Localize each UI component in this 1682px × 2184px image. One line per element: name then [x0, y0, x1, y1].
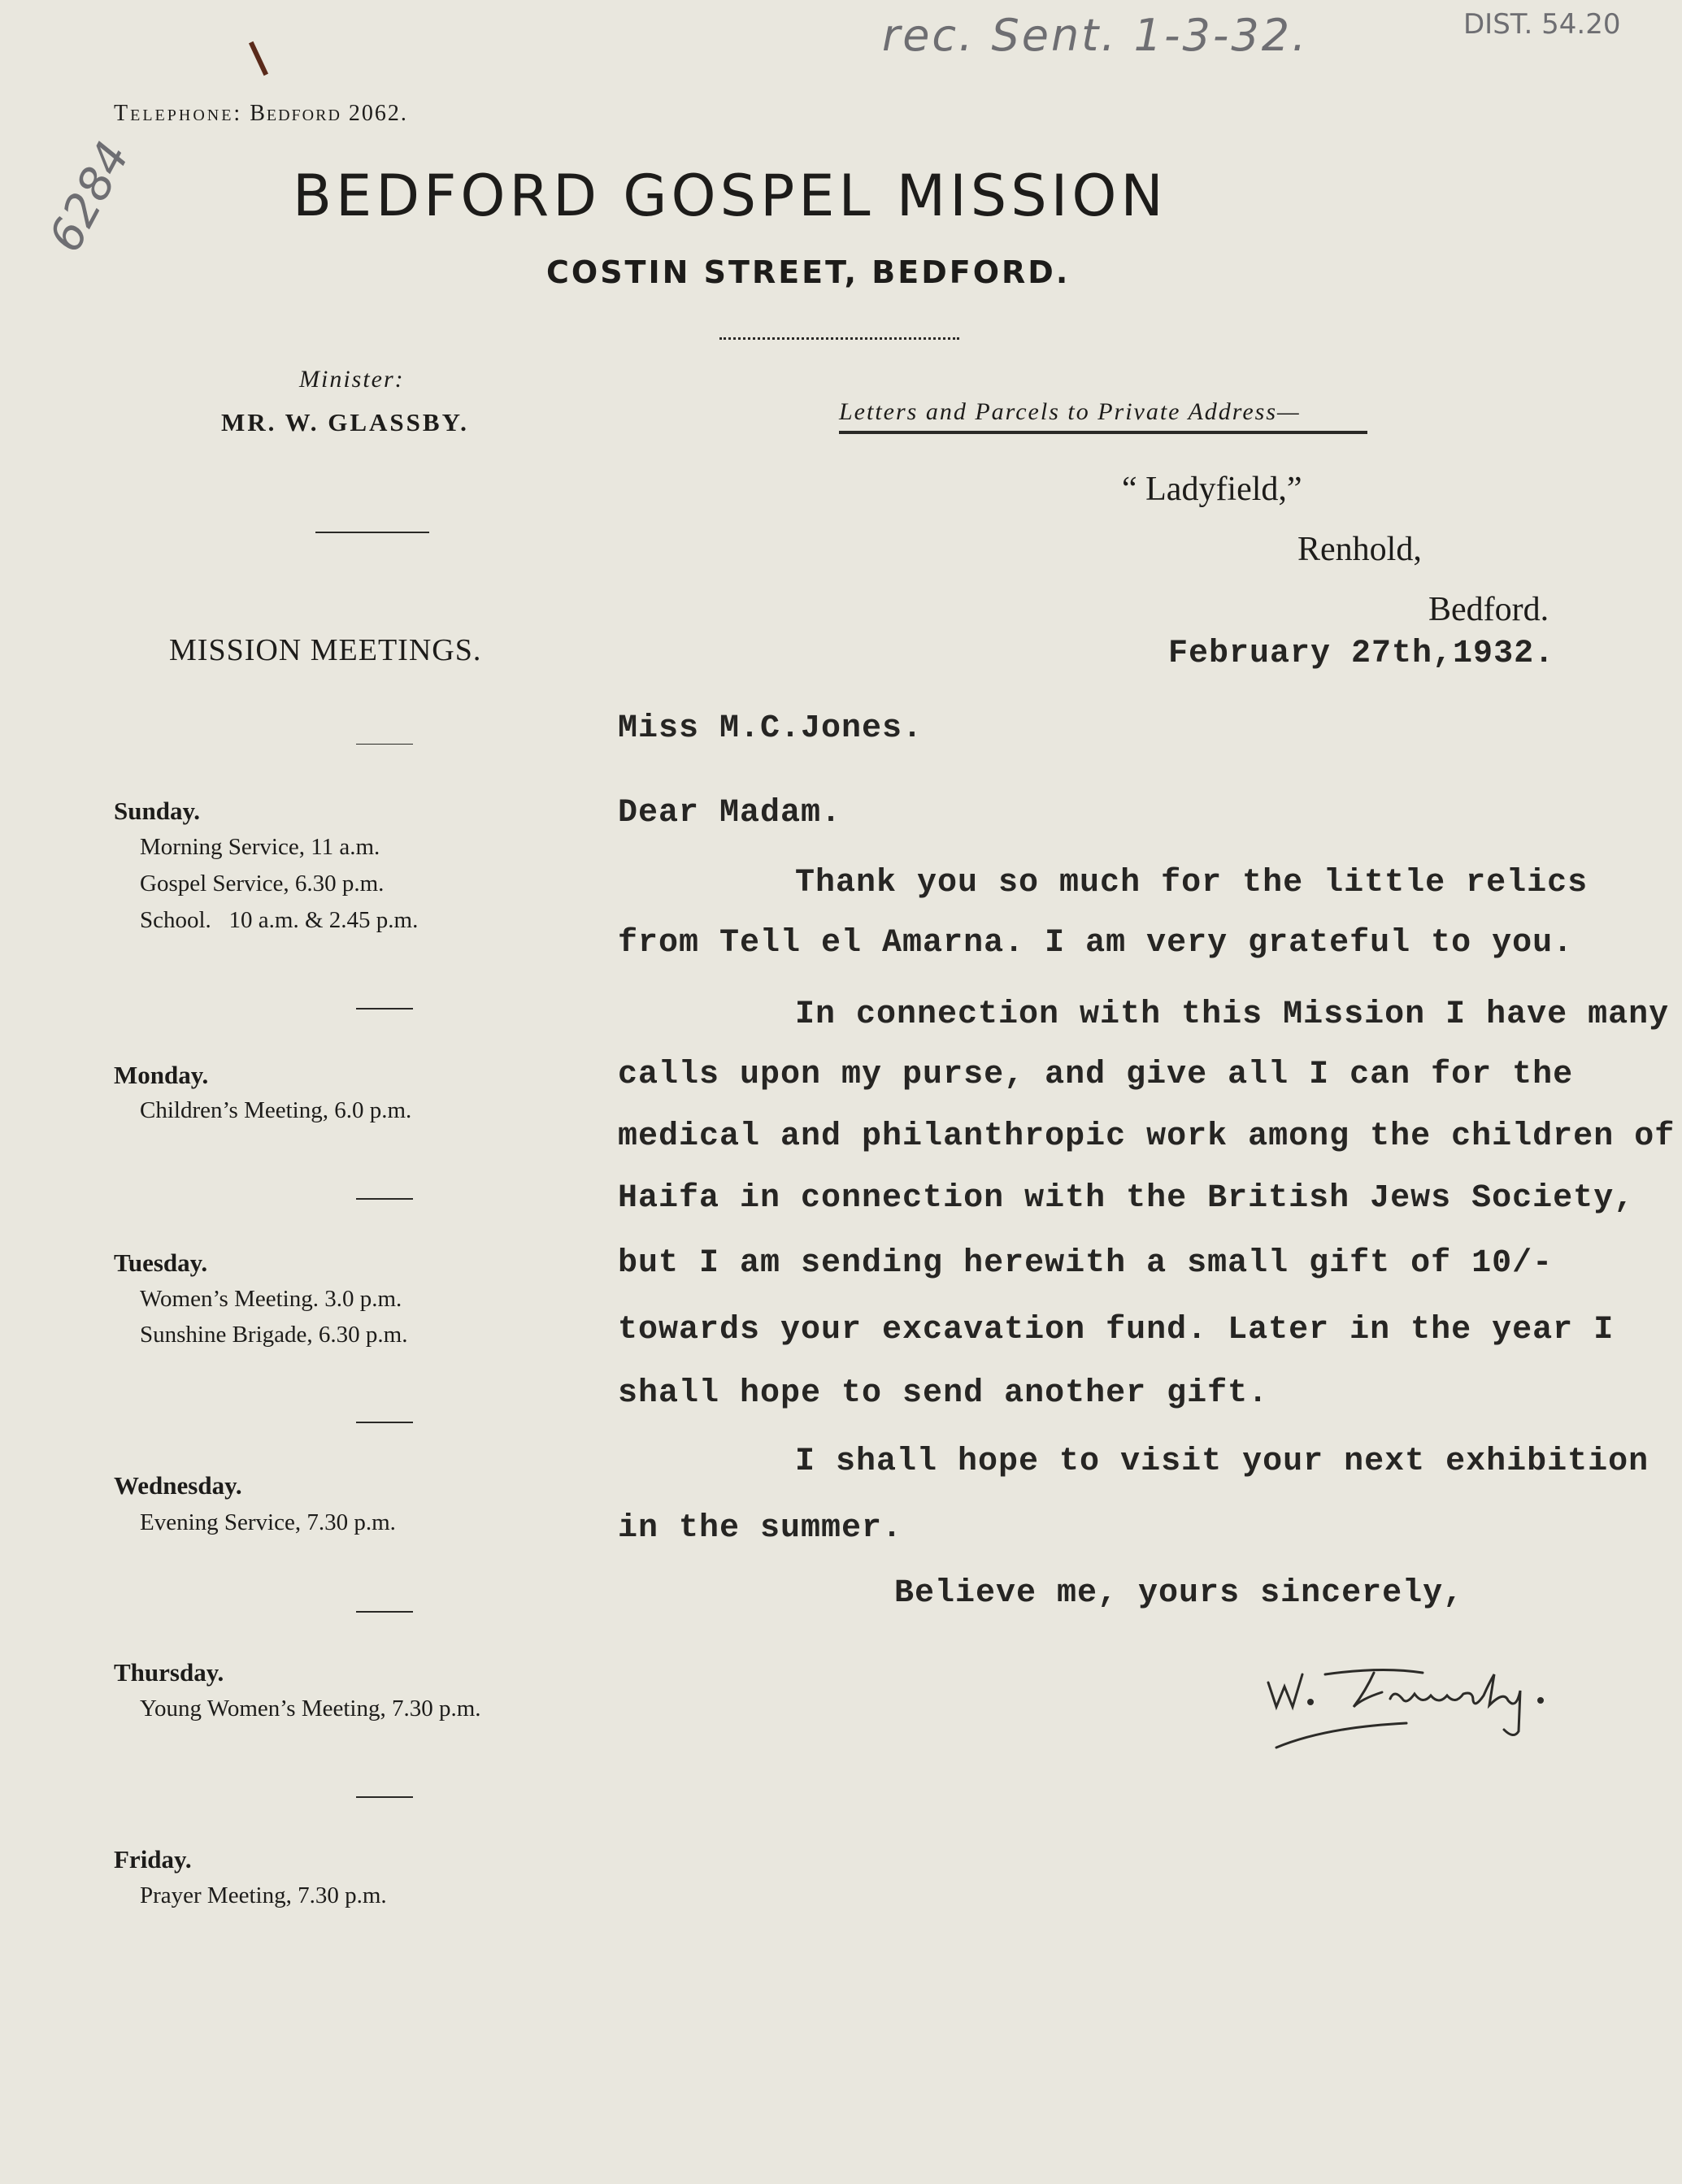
meetings-divider-2: [356, 1198, 413, 1200]
thursday-line-1: Young Women’s Meeting, 7.30 p.m.: [140, 1696, 481, 1722]
letter-line: calls upon my purse, and give all I can for the: [618, 1057, 1574, 1093]
left-column-divider: [315, 532, 429, 533]
friday-line-1: Prayer Meeting, 7.30 p.m.: [140, 1882, 387, 1908]
day-tuesday: Tuesday.: [114, 1248, 208, 1277]
letter-line: shall hope to send another gift.: [618, 1375, 1269, 1412]
meetings-divider-4: [356, 1611, 413, 1613]
sunday-line-3: School. 10 a.m. & 2.45 p.m.: [140, 907, 419, 933]
org-name: BEDFORD GOSPEL MISSION: [293, 163, 1167, 229]
received-annotation: rec. Sent. 1-3-32.: [882, 10, 1309, 61]
telephone-label: Telephone:: [114, 101, 243, 126]
meetings-divider-0: [356, 744, 413, 745]
meetings-divider-3: [356, 1422, 413, 1423]
wednesday-line-1: Evening Service, 7.30 p.m.: [140, 1509, 396, 1535]
letter-line: I shall hope to visit your next exhibition: [795, 1444, 1649, 1480]
tuesday-line-1: Women’s Meeting. 3.0 p.m.: [140, 1286, 402, 1312]
day-friday: Friday.: [114, 1845, 192, 1874]
letter-closing: Believe me, yours sincerely,: [894, 1575, 1464, 1612]
letter-salutation: Dear Madam.: [618, 795, 842, 831]
address-line-3: Bedford.: [1428, 591, 1549, 628]
letter-line: Haifa in connection with the British Jews Society,: [618, 1180, 1635, 1217]
meetings-divider-5: [356, 1796, 413, 1798]
letter-line: in the summer.: [618, 1510, 903, 1547]
address-line-1: “ Ladyfield,”: [1122, 471, 1302, 508]
letter-line: medical and philanthropic work among the children of: [618, 1118, 1675, 1155]
telephone-line: [114, 101, 408, 127]
day-wednesday: Wednesday.: [114, 1471, 242, 1500]
paper-mark: [249, 41, 268, 76]
signature-image: [1260, 1642, 1602, 1764]
catalog-number-annotation: 6284: [39, 133, 141, 261]
letter-date: February 27th,1932.: [1168, 636, 1555, 672]
meetings-divider-1: [356, 1008, 413, 1010]
dist-annotation: DIST. 54.20: [1463, 8, 1621, 41]
day-monday: Monday.: [114, 1061, 209, 1089]
day-thursday: Thursday.: [114, 1658, 224, 1687]
sunday-line-1: Morning Service, 11 a.m.: [140, 834, 380, 860]
minister-label: Minister:: [299, 366, 405, 393]
letter-line: but I am sending herewith a small gift of 10/-: [618, 1245, 1554, 1282]
sunday-line-2: Gospel Service, 6.30 p.m.: [140, 871, 385, 897]
minister-name: MR. W. GLASSBY.: [221, 408, 469, 436]
telephone-value: Bedford 2062.: [250, 101, 408, 126]
tuesday-line-2: Sunshine Brigade, 6.30 p.m.: [140, 1322, 408, 1348]
meetings-title: MISSION MEETINGS.: [169, 633, 482, 667]
letter-line: from Tell el Amarna. I am very grateful to you.: [618, 925, 1574, 962]
day-sunday: Sunday.: [114, 797, 201, 825]
letter-line: towards your excavation fund. Later in the year I: [618, 1312, 1615, 1348]
letter-line: In connection with this Mission I have many: [795, 996, 1670, 1033]
letterhead-dotted-divider: [719, 337, 959, 340]
address-line-2: Renhold,: [1297, 531, 1422, 568]
letter-line: Thank you so much for the little relics: [795, 865, 1589, 901]
private-address-label: Letters and Parcels to Private Address—: [839, 398, 1301, 425]
street-address: COSTIN STREET, BEDFORD.: [546, 254, 1071, 290]
letter-recipient: Miss M.C.Jones.: [618, 710, 924, 747]
private-address-underline: [839, 431, 1367, 434]
monday-line-1: Children’s Meeting, 6.0 p.m.: [140, 1097, 412, 1123]
